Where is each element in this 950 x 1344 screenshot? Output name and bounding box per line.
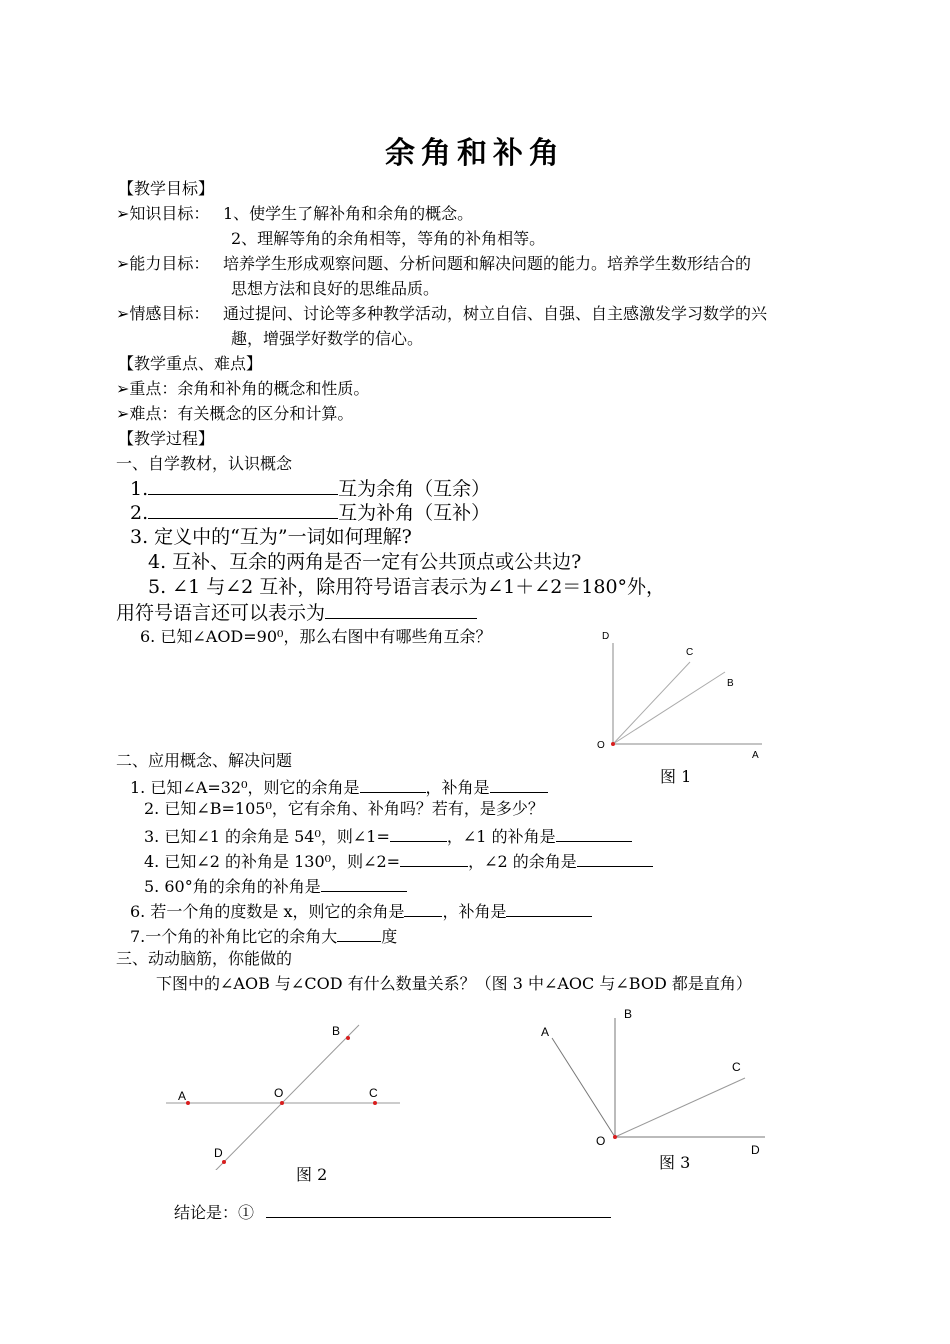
s1-q5-line1: 5. ∠1 与∠2 互补，除用符号语言表示为∠1＋∠2＝180°外， [148, 576, 666, 598]
s2-q6-blank-2[interactable] [506, 898, 592, 917]
fig3-label-a: A [541, 1025, 550, 1039]
fig2-label-a: A [178, 1089, 187, 1103]
fig2-point-c [373, 1101, 377, 1105]
s2-q6-blank-1[interactable] [404, 898, 442, 917]
s2-q6-text-b: ，补角是 [442, 902, 507, 921]
figure-2 [160, 1015, 410, 1170]
s2-q5-text: 5. 60°角的余角的补角是 [144, 877, 321, 896]
section2-heading: 二、应用概念、解决问题 [116, 751, 293, 770]
key-point: ➢重点：余角和补角的概念和性质。 [116, 379, 370, 398]
fig1-label-b: B [727, 678, 734, 689]
s2-q4-text-a: 4. 已知∠2 的补角是 130⁰，则∠2= [144, 852, 401, 871]
knowledge-line-2: 2、理解等角的余角相等，等角的补角相等。 [231, 229, 546, 248]
knowledge-label: ➢知识目标： [116, 204, 210, 223]
s2-q4 [144, 848, 653, 873]
fig2-line-bd [215, 1025, 359, 1170]
fig3-ray-oc [615, 1078, 745, 1137]
ability-label: ➢能力目标： [116, 254, 210, 273]
s1-q1-text: 互为余角（互余） [338, 478, 491, 500]
s2-q3-blank-1[interactable] [390, 823, 447, 842]
fig3-ray-oa [552, 1038, 615, 1137]
ability-line-2: 思想方法和良好的思维品质。 [231, 279, 440, 298]
s2-q3-text-a: 3. 已知∠1 的余角是 54⁰，则∠1= [144, 827, 390, 846]
conclusion-blank[interactable] [266, 1199, 611, 1218]
s2-q1-blank-1[interactable] [360, 774, 426, 793]
s2-q7 [130, 923, 397, 948]
fig3-point-o [613, 1135, 617, 1139]
fig1-caption: 图 1 [660, 767, 692, 786]
fig3-label-b: B [624, 1007, 633, 1021]
fig2-point-d [222, 1160, 226, 1164]
emotion-line-2: 趣，增强学好数学的信心。 [231, 329, 424, 348]
emotion-label: ➢情感目标： [116, 304, 210, 323]
s2-q4-text-b: ，∠2 的余角是 [468, 852, 577, 871]
difficulty-point: ➢难点：有关概念的区分和计算。 [116, 404, 354, 423]
s1-q4: 4. 互补、互余的两角是否一定有公共顶点或公共边? [148, 551, 582, 573]
s1-q3: 3. 定义中的“互为”一词如何理解? [130, 526, 412, 548]
page-title: 余角和补角 [385, 136, 565, 171]
s2-q3-blank-2[interactable] [556, 823, 632, 842]
s2-q4-blank-2[interactable] [577, 848, 653, 867]
fig3-label-c: C [732, 1060, 741, 1074]
conclusion-line [174, 1199, 611, 1224]
objectives-header: 【教学目标】 [118, 179, 215, 198]
s1-q5-text: 用符号语言还可以表示为 [116, 602, 326, 624]
ability-line-1: 培养学生形成观察问题、分析问题和解决问题的能力。培养学生数形结合的 [223, 254, 752, 273]
s2-q3 [144, 823, 632, 848]
section3-heading: 三、动动脑筋，你能做的 [116, 949, 293, 968]
fig1-ray-oc [613, 662, 690, 744]
s1-q2-blank[interactable] [148, 500, 338, 519]
s2-q7-blank[interactable] [337, 923, 381, 942]
s1-q1-blank[interactable] [148, 476, 338, 495]
section1-heading: 一、自学教材，认识概念 [116, 454, 293, 473]
fig2-point-o [280, 1101, 284, 1105]
fig3-label-o: O [596, 1134, 606, 1148]
s2-q6 [130, 898, 592, 923]
s1-q2-text: 互为补角（互补） [338, 502, 491, 524]
fig2-point-a [186, 1101, 190, 1105]
s2-q5-blank[interactable] [321, 873, 407, 892]
fig2-label-b: B [332, 1024, 341, 1038]
fig2-caption: 图 2 [296, 1165, 328, 1184]
s2-q7-text-a: 7.一个角的补角比它的余角大 [130, 927, 338, 946]
s2-q6-text-a: 6. 若一个角的度数是 x，则它的余角是 [130, 902, 405, 921]
figure-3 [535, 1005, 775, 1160]
fig3-label-d: D [751, 1143, 760, 1157]
s2-q1-text-a: 1. 已知∠A=32⁰，则它的余角是 [130, 778, 360, 797]
fig1-label-a: A [752, 750, 759, 760]
fig1-label-c: C [686, 647, 694, 658]
fig1-label-o: O [597, 740, 605, 751]
process-header: 【教学过程】 [118, 429, 215, 448]
fig2-label-d: D [214, 1146, 223, 1160]
fig3-caption: 图 3 [659, 1153, 691, 1172]
s2-q7-text-b: 度 [381, 927, 398, 946]
s2-q2: 2. 已知∠B=105⁰，它有余角、补角吗？若有，是多少？ [144, 799, 544, 818]
s2-q1-blank-2[interactable] [490, 774, 548, 793]
s1-q5-blank[interactable] [325, 600, 477, 619]
fig2-point-b [346, 1036, 350, 1040]
conclusion-label: 结论是：① [174, 1203, 255, 1222]
s2-q5 [144, 873, 407, 898]
section3-question: 下图中的∠AOB 与∠COD 有什么数量关系？（图 3 中∠AOC 与∠BOD 都是直角） [156, 974, 752, 993]
s1-q2 [130, 500, 490, 525]
figure-1 [590, 625, 780, 760]
knowledge-line-1: 1、使学生了解补角和余角的概念。 [223, 204, 474, 223]
fig2-label-o: O [274, 1086, 284, 1100]
s2-q1 [130, 774, 548, 799]
s1-q5-line2 [116, 600, 477, 625]
s2-q1-text-b: ，补角是 [425, 778, 490, 797]
emotion-line-1: 通过提问、讨论等多种教学活动，树立自信、自强、自主感激发学习数学的兴 [223, 304, 768, 323]
s1-q6: 6. 已知∠AOD=90⁰，那么右图中有哪些角互余？ [140, 627, 492, 646]
fig1-point-o [611, 742, 615, 746]
s2-q4-blank-1[interactable] [400, 848, 468, 867]
s1-q1 [130, 476, 490, 501]
s1-q1-num: 1. [130, 478, 149, 500]
fig1-ray-ob [613, 672, 725, 744]
fig2-label-c: C [369, 1086, 378, 1100]
s1-q2-num: 2. [130, 502, 149, 524]
s2-q3-text-b: ，∠1 的补角是 [446, 827, 556, 846]
keypoints-header: 【教学重点、难点】 [118, 354, 263, 373]
fig1-label-d: D [602, 631, 610, 642]
